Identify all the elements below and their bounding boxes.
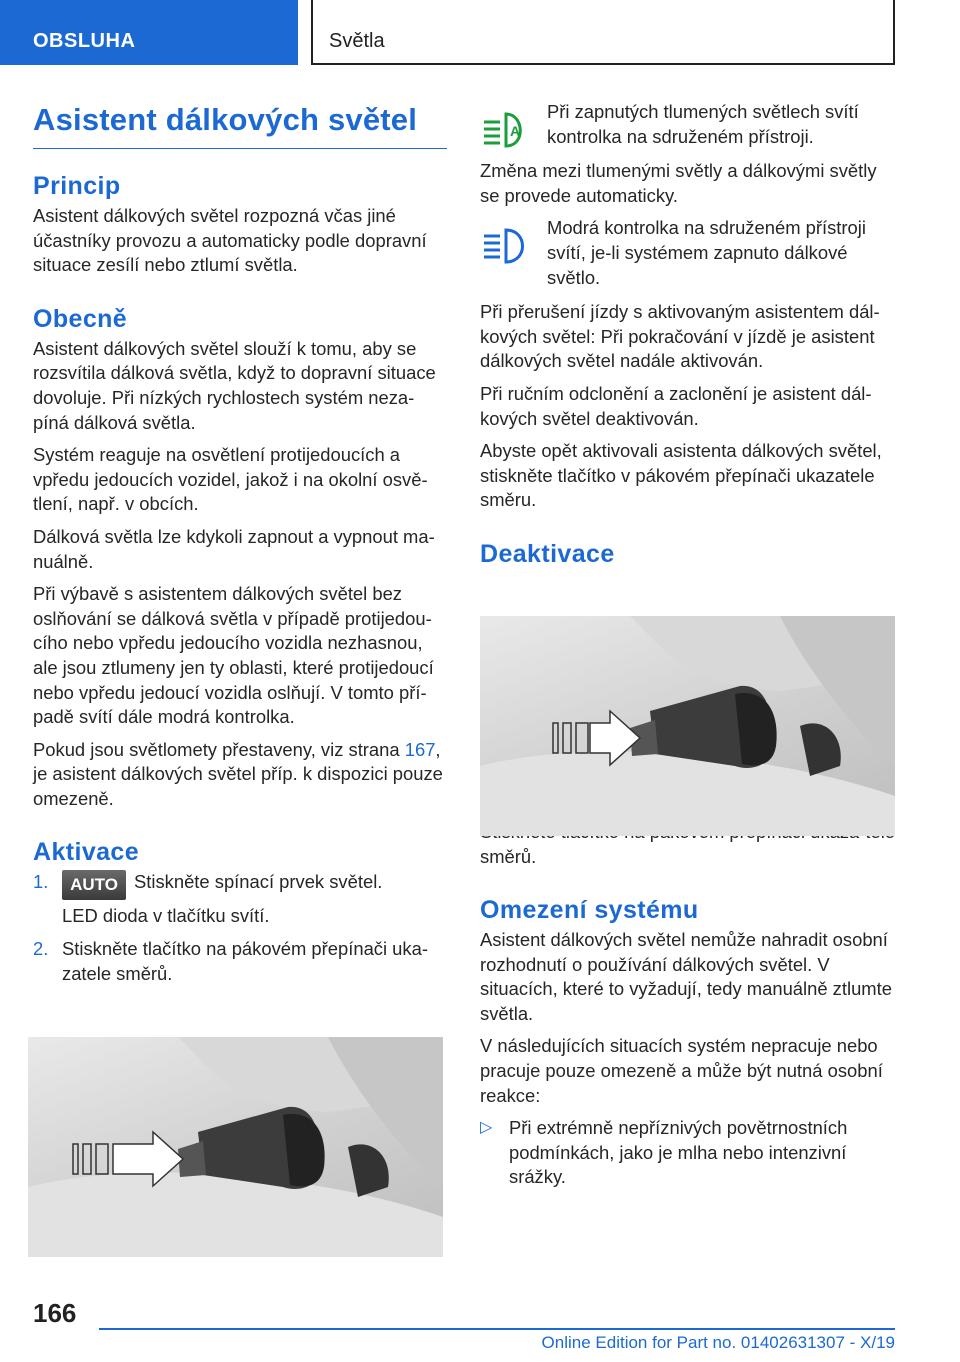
turn-signal-lever-photo	[28, 1037, 443, 1257]
step-2-text: Stiskněte tlačítko na pákovém přepínači uka-zatele směrů.	[62, 938, 428, 984]
step-1-subtext: LED dioda v tlačítku svítí.	[62, 905, 270, 927]
deaktivace-text: směrů.	[480, 845, 537, 867]
obecne-paragraph-5	[33, 738, 447, 812]
indicator-2-text: Modrá kontrolka na sdruženém přístroji svítí, je-li systémem zapnuto dálkové světlo.	[547, 217, 866, 288]
page-number: 166	[33, 1298, 77, 1328]
page-reference-link[interactable]: 167	[404, 738, 436, 760]
obecne-p5-pre: Pokud jsou světlomety přestaveny, viz strana	[33, 738, 405, 760]
lever-illustration-2	[480, 616, 895, 836]
svg-text:A: A	[510, 123, 521, 139]
right-paragraph-3: Při ručním odclonění a zaclonění je asistent dál-kových světel deaktivován.	[480, 382, 872, 429]
footer-divider	[99, 1328, 895, 1330]
right-paragraph-1: Změna mezi tlumenými světly a dálkovými světly se provede automaticky.	[480, 160, 877, 206]
edition-text: Online Edition for Part no. 01402631307 - X/19	[541, 1333, 895, 1352]
high-beam-indicator-icon	[480, 226, 530, 266]
page-title: Asistent dálkových světel	[33, 100, 447, 149]
heading-omezeni: Omezení systému	[480, 896, 699, 925]
step-1	[33, 870, 447, 929]
bullet-triangle-icon: ▷	[480, 1119, 493, 1137]
indicator-row-high-beam	[480, 216, 900, 290]
obecne-paragraph-2: Systém reaguje na osvětlení protijedoucích a vpředu jedoucích vozidel, jakož i na okolní osvě-tlení, např. v obcích.	[33, 444, 428, 515]
low-beam-auto-indicator-icon	[480, 110, 530, 150]
lever-illustration	[28, 1037, 443, 1257]
right-paragraph-4: Abyste opět aktivovali asistenta dálkových světel, stiskněte tlačítko v pákovém přepínači ukazatele směru.	[480, 440, 882, 511]
left-column	[33, 100, 447, 994]
step-1-text: Stiskněte spínací prvek světel.	[134, 871, 383, 893]
list-item	[480, 1116, 900, 1190]
turn-signal-lever-photo-2	[480, 616, 895, 836]
indicator-row-low-beam	[480, 100, 900, 149]
omezeni-paragraph-1: Asistent dálkových světel nemůže nahradit osobní rozhodnutí o používání dálkových světel. V situacích, které to vyžadují, tedy manuálně ztlumte světla.	[480, 929, 892, 1024]
section-label: OBSLUHA	[33, 30, 136, 52]
bullet-1-text: Při extrémně nepříznivých povětrnostních podmínkách, jako je mlha nebo intenzivní srážky.	[509, 1117, 848, 1188]
obecne-p5-post: , je asistent dálkových světel příp. k dispozici pouze omezeně.	[33, 738, 443, 809]
chapter-tab	[311, 0, 895, 65]
obecne-paragraph-3: Dálková světla lze kdykoli zapnout a vypnout ma-nuálně.	[33, 525, 435, 572]
obecne-paragraph-4: Při výbavě s asistentem dálkových světel bez oslňování se dálková světla v případě protijedou-cího nebo vpředu jedoucího vozidla nezhasnou, ale jsou ztlumeny jen ty oblasti, které protijedoucí nebo vpředu jedoucí vozidla oslňují. V tomto pří-padě svítí dále modrá kontrolka.	[33, 583, 434, 728]
heading-aktivace: Aktivace	[33, 838, 140, 867]
step-1-number: 1.	[33, 871, 49, 893]
omezeni-paragraph-2: V následujících situacích systém nepracuje nebo pracuje pouze omezeně a může být nutná osobní reakce:	[480, 1035, 883, 1106]
princip-text: Asistent dálkových světel rozpozná včas jiné účastníky provozu a automaticky podle dopravní situace zesílí nebo ztlumí světla.	[33, 205, 427, 276]
heading-princip: Princip	[33, 172, 121, 200]
heading-obecne: Obecně	[33, 304, 128, 333]
heading-deaktivace: Deaktivace	[480, 539, 615, 568]
auto-button-icon: AUTO	[62, 870, 126, 900]
indicator-1-text: Při zapnutých tlumených světlech svítí kontrolka na sdruženém přístroji.	[547, 101, 859, 147]
step-2	[33, 937, 447, 986]
step-2-number: 2.	[33, 938, 49, 960]
chapter-label: Světla	[329, 30, 385, 52]
obecne-paragraph-1: Asistent dálkových světel slouží k tomu, aby se rozsvítila dálková světla, když to dopravní situace dovoluje. Při nízkých rychlostech systém neza-píná dálková světla.	[33, 337, 436, 433]
section-tab	[0, 0, 298, 65]
right-paragraph-2: Při přerušení jízdy s aktivovaným asistentem dál-kových světel: Při pokračování v jízdě je asistent dálkových světel nadále aktivován.	[480, 301, 880, 372]
